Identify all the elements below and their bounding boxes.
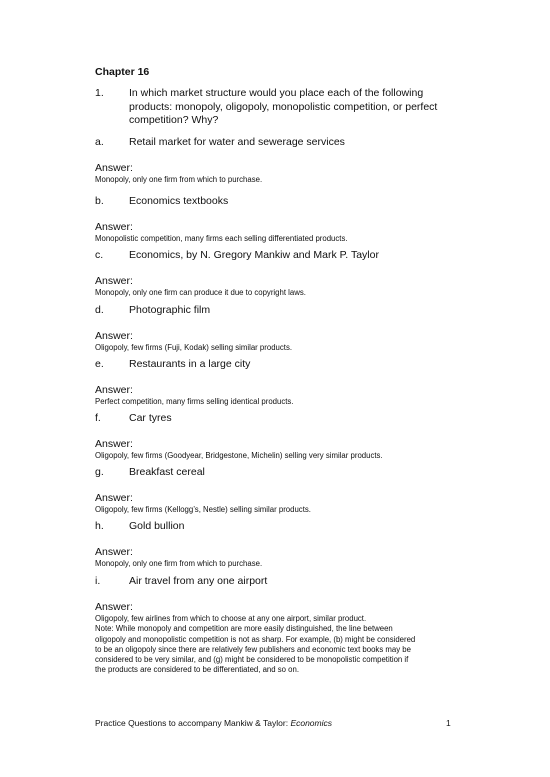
item-letter: i. xyxy=(95,575,101,587)
answer-label: Answer: xyxy=(95,601,133,613)
item-title: Breakfast cereal xyxy=(129,466,205,478)
item-letter: b. xyxy=(95,195,104,207)
answer-label: Answer: xyxy=(95,492,133,504)
item-title: Economics textbooks xyxy=(129,195,229,207)
item-f xyxy=(95,412,475,461)
item-c xyxy=(95,249,475,298)
note-line: to be an oligopoly since there are relatively few publishers and economic text books may be xyxy=(95,644,411,654)
answer-label: Answer: xyxy=(95,162,133,174)
item-title: Photographic film xyxy=(129,304,211,316)
item-letter: e. xyxy=(95,358,104,370)
item-letter: d. xyxy=(95,304,104,316)
item-letter: c. xyxy=(95,249,104,261)
answer-label: Answer: xyxy=(95,384,133,396)
item-title: Gold bullion xyxy=(129,520,185,532)
item-title: Restaurants in a large city xyxy=(129,358,251,370)
item-d xyxy=(95,304,475,353)
answer-label: Answer: xyxy=(95,221,133,233)
item-letter: h. xyxy=(95,520,104,532)
answer-label: Answer: xyxy=(95,546,133,558)
item-a xyxy=(95,136,475,185)
note-line: Note: While monopoly and competition are more easily distinguished, the line between xyxy=(95,624,393,634)
item-e xyxy=(95,358,475,407)
answer-text: Oligopoly, few airlines from which to choose at any one airport, similar product. xyxy=(95,614,367,623)
item-title: Economics, by N. Gregory Mankiw and Mark P. Taylor xyxy=(129,249,379,261)
answer-text: Perfect competition, many firms selling identical products. xyxy=(95,397,294,406)
item-title: Retail market for water and sewerage services xyxy=(129,136,345,148)
footer-citation xyxy=(95,718,332,728)
item-letter: f. xyxy=(95,412,101,424)
item-b xyxy=(95,195,475,244)
answer-text: Monopoly, only one firm from which to purchase. xyxy=(95,175,263,184)
answer-text: Monopoly, only one firm can produce it due to copyright laws. xyxy=(95,288,306,297)
item-g xyxy=(95,466,475,515)
page-number: 1 xyxy=(446,718,451,728)
question-number: 1. xyxy=(95,87,104,99)
answer-text: Monopoly, only one firm from which to purchase. xyxy=(95,559,263,568)
item-i xyxy=(95,575,475,676)
answer-label: Answer: xyxy=(95,275,133,287)
answer-text: Monopolistic competition, many firms each selling differentiated products. xyxy=(95,234,348,243)
chapter-heading: Chapter 16 xyxy=(95,66,150,78)
note-line: oligopoly and monopolistic competition is not as sharp. For example, (b) might be considered xyxy=(95,634,416,644)
item-letter: g. xyxy=(95,466,104,478)
item-h xyxy=(95,520,475,569)
note-line: the products are considered to be differentiated, and so on. xyxy=(95,665,300,675)
footer-prefix: Practice Questions to accompany Mankiw & Taylor: xyxy=(95,718,291,728)
answer-label: Answer: xyxy=(95,330,133,342)
item-title: Car tyres xyxy=(129,412,172,424)
answer-label: Answer: xyxy=(95,438,133,450)
item-title: Air travel from any one airport xyxy=(129,575,268,587)
answer-text: Oligopoly, few firms (Goodyear, Bridgestone, Michelin) selling very similar products. xyxy=(95,451,383,460)
note-line: considered to be very similar, and (g) might be considered to be monopolistic competition if xyxy=(95,655,409,665)
answer-text: Oligopoly, few firms (Fuji, Kodak) selling similar products. xyxy=(95,343,293,352)
answer-text: Oligopoly, few firms (Kellogg’s, Nestle) selling similar products. xyxy=(95,505,311,514)
question-text: In which market structure would you place each of the following products: monopoly, oligopoly, monopolistic competition, or perfect competition? Why? xyxy=(129,87,438,126)
footer-book-title: Economics xyxy=(290,718,333,728)
item-letter: a. xyxy=(95,136,104,148)
